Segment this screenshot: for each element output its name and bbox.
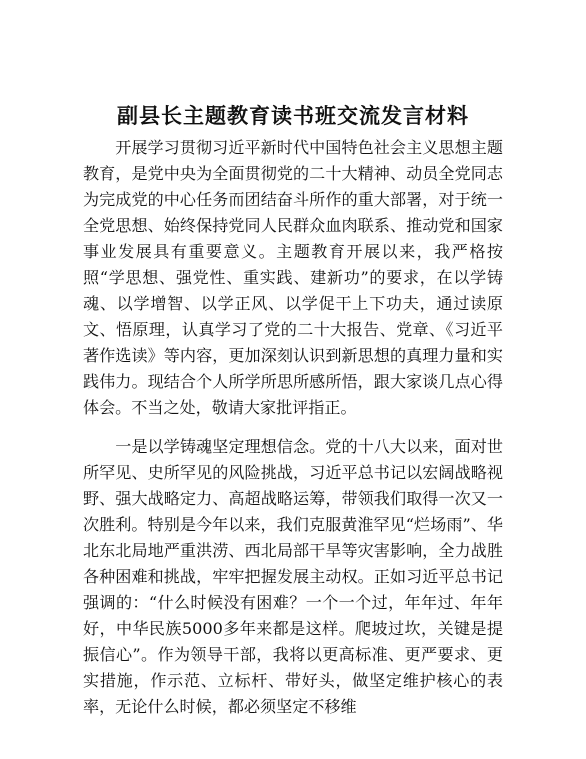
- document-body: [83, 135, 503, 720]
- paragraph-intro: 开展学习贯彻习近平新时代中国特色社会主义思想主题教育，是党中央为全面贯彻党的二十大精神、动员全党同志为完成党的中心任务而团结奋斗所作的重大部署，对于统一全党思想、始终保持党同人民群众血肉联系、推动党和国家事业发展具有重要意义。主题教育开展以来，我严格按照“学思想、强党性、重实践、建新功”的要求，在以学铸魂、以学增智、以学正风、以学促干上下功夫，通过读原文、悟原理，认真学习了党的二十大报告、党章、《习近平著作选读》等内容，更加深刻认识到新思想的真理力量和实践伟力。现结合个人所学所思所感所悟，跟大家谈几点心得体会。不当之处，敬请大家批评指正。: [83, 138, 503, 417]
- paragraph-point-one: 一是以学铸魂坚定理想信念。党的十八大以来，面对世所罕见、史所罕见的风险挑战，习近平总书记以宏阔战略视野、强大战略定力、高超战略运筹，带领我们取得一次又一次胜利。特别是今年以来，我们克服黄淮罕见“烂场雨”、华北东北局地严重洪涝、西北局部干旱等灾害影响，全力战胜各种困难和挑战，牢牢把握发展主动权。正如习近平总书记强调的：“什么时候没有困难？一个一个过，年年过、年年好，中华民族5000多年来都是这样。爬坡过坎，关键是提振信心”。作为领导干部，我将以更高标准、更严要求、更实措施，作示范、立标杆、带好头，做坚定维护核心的表率，无论什么时候，都必须坚定不移维: [83, 437, 503, 716]
- document-title: 副县长主题教育读书班交流发言材料: [117, 103, 469, 128]
